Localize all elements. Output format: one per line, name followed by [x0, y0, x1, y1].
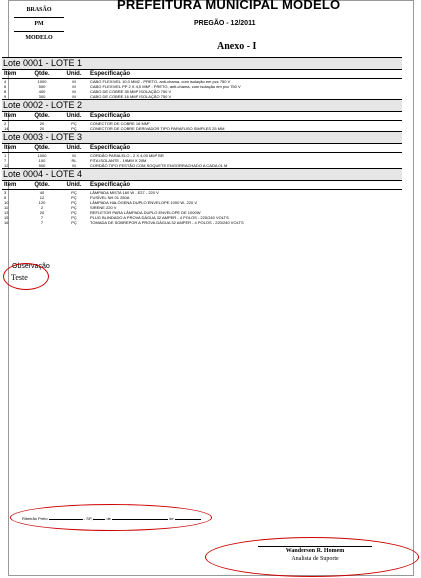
item-cell: 15 [4, 215, 9, 220]
unit-cell: M [72, 89, 76, 94]
quantity-column-header: Qtde. [34, 182, 50, 188]
observation-label: Observação [12, 263, 50, 270]
specification-column-header: Especificação [90, 145, 131, 151]
column-header-row [2, 181, 402, 190]
quantity-cell: 1000 [37, 79, 47, 84]
item-cell: 7 [4, 158, 7, 163]
specification-cell: FUSÍVEL NH 01 250A [90, 195, 130, 200]
signer-name: Wanderson R. Homem [285, 548, 345, 554]
item-column-header: Item [4, 182, 17, 188]
quantity-cell: 400 [38, 89, 46, 94]
specification-cell: TOMADA DE SOBREPOR A PROVA DÁGUA 32 AMPER - 4 POLOS - 220/240 VOLTS [90, 220, 244, 225]
unit-column-header: Unid. [66, 113, 82, 119]
item-cell: 3 [4, 190, 7, 195]
unit-cell: PÇ [71, 215, 77, 220]
table-row [2, 94, 402, 99]
lot-title: Lote 0004 - LOTE 4 [2, 168, 402, 181]
annex-title: Anexo - I [217, 41, 257, 52]
unit-cell: M [72, 163, 76, 168]
state-text: - SP, [83, 516, 93, 521]
signer-role: Analista de Suporte [291, 556, 339, 562]
quantity-column-header: Qtde. [34, 145, 50, 151]
unit-cell: M [72, 94, 76, 99]
specification-cell: CABO FLEXIVEL 10,0 MM2 - PRETO, anti-chama, com isolação em pvc 750 V [90, 79, 231, 84]
specification-cell: FITA ISOLANTE - 19MM X 20M [90, 158, 147, 163]
item-cell: 5 [4, 195, 7, 200]
unit-cell: PÇ [71, 195, 77, 200]
unit-column-header: Unid. [66, 71, 82, 77]
item-cell: 16 [4, 220, 9, 225]
unit-cell: M [72, 79, 76, 84]
specification-cell: SIRENE 220 V [90, 205, 117, 210]
quantity-cell: 120 [38, 200, 46, 205]
quantity-cell: 500 [38, 84, 46, 89]
specification-column-header: Especificação [90, 113, 131, 119]
specification-cell: CABO DE COBRE 35 MM² ISOLAÇÃO 750 V [90, 89, 172, 94]
item-cell: 1 [4, 153, 7, 158]
unit-cell: PÇ [71, 126, 77, 131]
quantity-cell: 1000 [37, 153, 47, 158]
lot-title: Lote 0002 - LOTE 2 [2, 99, 402, 112]
column-header-row [2, 112, 402, 121]
quantity-cell: 7 [40, 215, 44, 220]
logo-line: BRASÃO [14, 4, 64, 18]
specification-cell: CONECTOR DE COBRE DERIVADOR TIPO PARAFUSO SIMPLES 25 MM [90, 126, 225, 131]
quantity-column-header: Qtde. [34, 113, 50, 119]
de-text: de [169, 516, 174, 521]
lot-title: Lote 0001 - LOTE 1 [2, 57, 402, 70]
signature-highlight-ellipse [205, 537, 419, 577]
date-line-highlight-ellipse [10, 504, 212, 531]
table-row [2, 126, 402, 131]
item-cell: 2 [4, 121, 7, 126]
table-row [2, 220, 402, 225]
specification-cell: CABO FLEXIVEL PP 2 X 4,0 MM² - PRETO, anti-chama, com isolação em pvc 750 V [90, 84, 241, 89]
quantity-cell: 7 [40, 220, 44, 225]
unit-cell: PÇ [71, 205, 77, 210]
item-cell: 10 [4, 200, 9, 205]
quantity-cell: 2 [40, 205, 44, 210]
unit-cell: M [72, 84, 76, 89]
page-title: PREFEITURA MUNICIPAL MODELO [117, 0, 341, 12]
unit-cell: PÇ [71, 200, 77, 205]
specification-cell: CORDÃO TIPO FESTÃO COM SOQUETE ENGORRACHADO A CADA 01 M [90, 163, 228, 168]
coat-of-arms-logo [14, 4, 64, 45]
specification-column-header: Especificação [90, 71, 131, 77]
unit-column-header: Unid. [66, 145, 82, 151]
specification-column-header: Especificação [90, 182, 131, 188]
item-cell: 6 [4, 84, 7, 89]
unit-cell: PÇ [71, 210, 77, 215]
unit-cell: PÇ [71, 121, 77, 126]
specification-cell: CORDÃO PARALELO - 2 X 4,00 MM² BR [90, 153, 164, 158]
item-column-header: Item [4, 113, 17, 119]
quantity-cell: 100 [38, 158, 46, 163]
table-row [2, 163, 402, 168]
lot-title: Lote 0003 - LOTE 3 [2, 131, 402, 144]
specification-cell: CABO DE COBRE 16 MM² ISOLAÇÃO 750 V [90, 94, 172, 99]
quantity-cell: 12 [39, 195, 45, 200]
item-column-header: Item [4, 71, 17, 77]
observation-text: Teste [11, 273, 28, 282]
unit-cell: RL [71, 158, 77, 163]
unit-cell: PÇ [71, 220, 77, 225]
quantity-cell: 40 [39, 190, 45, 195]
logo-line: PM [14, 18, 64, 32]
item-cell: 13 [4, 210, 9, 215]
quantity-column-header: Qtde. [34, 71, 50, 77]
quantity-cell: 20 [39, 210, 45, 215]
column-header-row [2, 144, 402, 153]
logo-line: MODELO [25, 35, 53, 41]
quantity-cell: 20 [39, 121, 45, 126]
item-cell: 11 [4, 205, 9, 210]
item-column-header: Item [4, 145, 17, 151]
quantity-cell: 300 [38, 94, 46, 99]
unit-cell: M [72, 153, 76, 158]
item-cell: 9 [4, 94, 7, 99]
unit-column-header: Unid. [66, 182, 82, 188]
observation-highlight-ellipse [3, 263, 49, 290]
item-cell: 12 [4, 163, 9, 168]
lots-section [2, 57, 402, 225]
specification-cell: PLUG BLINDADO A PROVA DÁGUA 32 AMPER - 4 POLOS - 220/240 VOLTS [90, 215, 229, 220]
unit-cell: PÇ [71, 190, 77, 195]
specification-cell: LÂMPADA HALÓGENA DUPLO ENVELOPE 1000 W- 220 V [90, 200, 198, 205]
column-header-row [2, 70, 402, 79]
specification-cell: LÂMPADA MISTA 160 W - E27 - 220 V [90, 190, 159, 195]
city-text: Ribeirão Preto [22, 516, 48, 521]
specification-cell: CONECTOR DE COBRE 16 MM² [90, 121, 150, 126]
specification-cell: REFLETOR PARA LÂMPADA DUPLO ENVELOPE DE 1000W [90, 210, 201, 215]
item-cell: 4 [4, 79, 7, 84]
de-text: de [106, 516, 111, 521]
quantity-cell: 500 [38, 163, 46, 168]
item-cell: 8 [4, 89, 7, 94]
page-subtitle: PREGÃO - 12/2011 [194, 20, 256, 27]
item-cell: 14 [4, 126, 9, 131]
quantity-cell: 20 [39, 126, 45, 131]
